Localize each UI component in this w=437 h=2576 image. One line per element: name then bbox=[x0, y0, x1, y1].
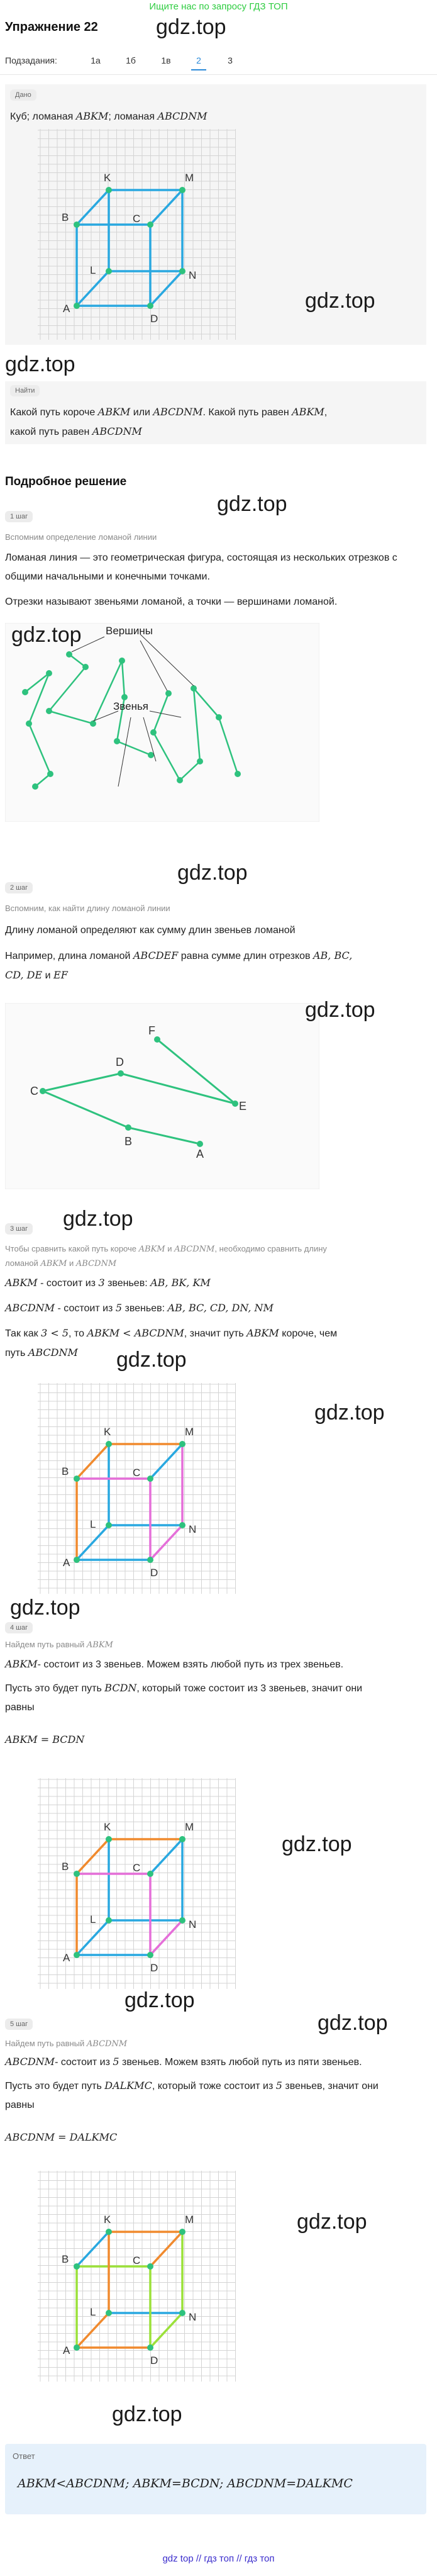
top-link[interactable]: Ищите нас по запросу ГДЗ ТОП bbox=[149, 1, 288, 12]
cube-vertex-m bbox=[179, 2229, 185, 2235]
cube-vertex-d bbox=[147, 303, 153, 309]
vertex-label-f: F bbox=[148, 1024, 155, 1037]
cube-edge-bk bbox=[77, 1444, 109, 1479]
watermark: gdz.top bbox=[112, 2402, 182, 2426]
cube-edge-al bbox=[77, 271, 109, 306]
watermark: gdz.top bbox=[318, 2011, 388, 2035]
cube-vertex-a bbox=[74, 1557, 80, 1563]
page-title: Упражнение 22 bbox=[5, 20, 98, 34]
label-vertices: Вершины bbox=[106, 625, 153, 637]
cube-label-k: K bbox=[104, 172, 111, 184]
divider bbox=[0, 74, 437, 75]
cube-vertex-l bbox=[106, 1522, 112, 1528]
vertex-label-e: E bbox=[239, 1100, 247, 1112]
cube-edge-al bbox=[77, 1920, 109, 1955]
cube-edge-al bbox=[77, 1525, 109, 1560]
step1-hint: Вспомним определение ломаной линии bbox=[5, 532, 157, 542]
tab-1b[interactable]: 1б bbox=[126, 55, 136, 65]
cube-vertex-c bbox=[147, 1476, 153, 1482]
step5-hint: Найдем путь равный ABCDNM bbox=[5, 2039, 128, 2049]
cube-label-d: D bbox=[150, 313, 158, 325]
polyline-definition-figure bbox=[5, 623, 319, 822]
watermark: gdz.top bbox=[5, 352, 75, 376]
vertex-label-d: D bbox=[116, 1056, 124, 1068]
footer-links[interactable]: gdz top // гдз топ // гдз топ bbox=[162, 2553, 275, 2564]
step4-line2: Пусть это будет путь BCDN, который тоже состоит из 3 звеньев, значит они равны bbox=[5, 1682, 363, 1713]
subtasks-label: Подзадания: bbox=[5, 55, 57, 65]
watermark: gdz.top bbox=[217, 492, 287, 516]
cube-label-b: B bbox=[62, 1861, 69, 1873]
vertex-label-a: A bbox=[196, 1148, 204, 1160]
step4-hint: Найдем путь равный ABKM bbox=[5, 1640, 113, 1650]
cube-vertex-c bbox=[147, 221, 153, 228]
cube-label-m: M bbox=[185, 1426, 194, 1438]
cube-vertex-d bbox=[147, 2344, 153, 2351]
answer-text: ABKM<ABCDNM; ABKM=BCDN; ABCDNM=DALKMC bbox=[18, 2477, 353, 2490]
cube-edge-al bbox=[77, 2313, 109, 2348]
vertex-label-b: B bbox=[124, 1135, 133, 1148]
cube-vertex-n bbox=[179, 1522, 185, 1528]
cube-label-l: L bbox=[90, 1518, 96, 1530]
cube-figure-step4 bbox=[38, 1778, 236, 1989]
cube-label-n: N bbox=[189, 2311, 197, 2323]
step3-badge: 3 шаг bbox=[5, 1223, 33, 1235]
watermark: gdz.top bbox=[116, 1348, 187, 1372]
step5-equation: ABCDNM = DALKMC bbox=[5, 2131, 118, 2143]
tab-2[interactable]: 2 bbox=[191, 55, 206, 70]
cube-vertex-k bbox=[106, 1441, 112, 1447]
watermark: gdz.top bbox=[314, 1401, 385, 1425]
cube-label-b: B bbox=[62, 211, 69, 223]
cube-label-a: A bbox=[63, 1557, 70, 1569]
watermark: gdz.top bbox=[156, 15, 226, 39]
cube-vertex-n bbox=[179, 2310, 185, 2316]
cube-label-m: M bbox=[185, 172, 194, 184]
step2-p2: Например, длина ломаной ABCDEF равна сумме длин отрезков AB, BC, CD, DE и EF bbox=[5, 949, 353, 981]
step2-p1: Длину ломаной определяют как сумму длин звеньев ломаной bbox=[5, 925, 296, 936]
cube-label-n: N bbox=[189, 1523, 197, 1535]
vertex-label-c: C bbox=[30, 1085, 38, 1097]
step3-hint: Чтобы сравнить какой путь короче ABKM и ABCDNM, необходимо сравнить длину ломаной ABKM и ABCDNM bbox=[5, 1244, 327, 1268]
cube-vertex-l bbox=[106, 2310, 112, 2316]
cube-edge-dn bbox=[150, 2313, 182, 2348]
cube-vertex-m bbox=[179, 187, 185, 193]
cube-edge-cm bbox=[150, 190, 182, 225]
step5-line2: Пусть это будет путь DALKMC, который тоже состоит из 5 звеньев, значит они равны bbox=[5, 2080, 379, 2110]
cube-label-l: L bbox=[90, 264, 96, 276]
cube-label-k: K bbox=[104, 1821, 111, 1833]
cube-edge-cm bbox=[150, 1444, 182, 1479]
cube-edges bbox=[77, 1839, 182, 1955]
watermark: gdz.top bbox=[63, 1207, 133, 1231]
watermark: gdz.top bbox=[177, 861, 248, 885]
cube-label-n: N bbox=[189, 269, 197, 281]
watermark: gdz.top bbox=[11, 623, 82, 647]
watermark: gdz.top bbox=[305, 998, 375, 1022]
cube-label-c: C bbox=[133, 2254, 141, 2266]
polyline-abcdef-figure bbox=[5, 1003, 319, 1189]
cube-vertex-l bbox=[106, 268, 112, 274]
cube-label-b: B bbox=[62, 2253, 69, 2265]
cube-vertex-a bbox=[74, 2344, 80, 2351]
cube-label-d: D bbox=[150, 1962, 158, 1974]
cube-edge-cm bbox=[150, 1839, 182, 1874]
cube-figure-step5 bbox=[38, 2171, 236, 2382]
cube-vertex-l bbox=[106, 1917, 112, 1924]
find-text: Какой путь короче ABKM или ABCDNM. Какой путь равен ABKM, какой путь равен ABCDNM bbox=[10, 406, 328, 437]
step3-line1: ABKM - состоит из 3 звеньев: AB, BK, KM bbox=[5, 1277, 211, 1289]
step5-line1: ABCDNM- состоит из 5 звеньев. Можем взять любой путь из пяти звеньев. bbox=[5, 2056, 362, 2068]
cube-label-c: C bbox=[133, 1467, 141, 1479]
step4-line1: ABKM- состоит из 3 звеньев. Можем взять любой путь из трех звеньев. bbox=[5, 1658, 344, 1670]
step3-line2: ABCDNM - состоит из 5 звеньев: AB, BC, CD, DN, NM bbox=[5, 1302, 274, 1314]
cube-label-k: K bbox=[104, 1426, 111, 1438]
watermark: gdz.top bbox=[282, 1832, 352, 1856]
cube-vertex-b bbox=[74, 1476, 80, 1482]
cube-edge-dn bbox=[150, 271, 182, 306]
cube-vertex-b bbox=[74, 1871, 80, 1877]
cube-vertex-n bbox=[179, 268, 185, 274]
cube-vertex-c bbox=[147, 1871, 153, 1877]
cube-edge-dn bbox=[150, 1920, 182, 1955]
step2-badge: 2 шаг bbox=[5, 882, 33, 893]
cube-figure-given bbox=[38, 129, 236, 340]
cube-label-a: A bbox=[63, 1952, 70, 1964]
step4-badge: 4 шаг bbox=[5, 1622, 33, 1633]
cube-vertex-b bbox=[74, 221, 80, 228]
cube-edge-dn bbox=[150, 1525, 182, 1560]
cube-vertex-k bbox=[106, 2229, 112, 2235]
cube-label-d: D bbox=[150, 2355, 158, 2366]
step2-hint: Вспомним, как найти длину ломаной линии bbox=[5, 904, 170, 913]
cube-figure-step3 bbox=[38, 1383, 236, 1594]
cube-label-m: M bbox=[185, 2214, 194, 2226]
cube-vertex-c bbox=[147, 2263, 153, 2270]
figure-frame bbox=[5, 623, 319, 822]
step1-badge: 1 шаг bbox=[5, 511, 33, 522]
cube-vertex-d bbox=[147, 1557, 153, 1563]
cube-vertex-m bbox=[179, 1441, 185, 1447]
solution-title: Подробное решение bbox=[5, 475, 127, 488]
cube-vertex-a bbox=[74, 303, 80, 309]
given-badge: Дано bbox=[10, 89, 36, 101]
cube-label-c: C bbox=[133, 1862, 141, 1874]
tab-1a[interactable]: 1а bbox=[91, 55, 101, 65]
cube-label-l: L bbox=[90, 2306, 96, 2318]
tab-3[interactable]: 3 bbox=[228, 55, 233, 65]
cube-label-a: A bbox=[63, 2344, 70, 2356]
find-card bbox=[5, 381, 426, 444]
cube-vertex-n bbox=[179, 1917, 185, 1924]
cube-edge-cm bbox=[150, 2232, 182, 2266]
find-badge: Найти bbox=[10, 385, 40, 396]
step1-p2: Отрезки называют звеньями ломаной, а точки — вершинами ломаной. bbox=[5, 596, 338, 607]
watermark: gdz.top bbox=[297, 2210, 367, 2234]
answer-badge: Ответ bbox=[13, 2451, 35, 2461]
cube-label-a: A bbox=[63, 303, 70, 315]
step1-p1: Ломаная линия — это геометрическая фигура, состоящая из нескольких отрезков с общими начальными и конечными точками. bbox=[5, 552, 397, 582]
cube-label-b: B bbox=[62, 1465, 69, 1477]
cube-label-d: D bbox=[150, 1567, 158, 1579]
cube-vertex-b bbox=[74, 2263, 80, 2270]
cube-edges bbox=[77, 190, 182, 306]
answer-card bbox=[5, 2444, 426, 2514]
cube-edges bbox=[77, 2232, 182, 2348]
step3-line3: Так как 3 < 5, то ABKM < ABCDNM, значит путь ABKM короче, чем путь ABCDNM bbox=[5, 1327, 338, 1358]
cube-label-n: N bbox=[189, 1918, 197, 1930]
cube-vertex-k bbox=[106, 187, 112, 193]
cube-label-m: M bbox=[185, 1821, 194, 1833]
watermark: gdz.top bbox=[10, 1596, 80, 1620]
label-links: Звенья bbox=[113, 700, 149, 712]
cube-vertex-a bbox=[74, 1952, 80, 1958]
cube-edge-bk bbox=[77, 190, 109, 225]
cube-vertex-k bbox=[106, 1836, 112, 1842]
given-text: Куб; ломаная ABKM; ломаная ABCDNM bbox=[10, 110, 207, 122]
cube-vertex-m bbox=[179, 1836, 185, 1842]
watermark: gdz.top bbox=[124, 1988, 195, 2012]
cube-edges bbox=[77, 1444, 182, 1560]
cube-vertex-d bbox=[147, 1952, 153, 1958]
cube-edge-bk bbox=[77, 1839, 109, 1874]
watermark: gdz.top bbox=[305, 289, 375, 313]
cube-edge-bk bbox=[77, 2232, 109, 2266]
cube-label-l: L bbox=[90, 1913, 96, 1925]
step5-badge: 5 шаг bbox=[5, 2019, 33, 2030]
cube-label-c: C bbox=[133, 213, 141, 225]
cube-label-k: K bbox=[104, 2214, 111, 2226]
step4-equation: ABKM = BCDN bbox=[5, 1733, 85, 1745]
tab-1v[interactable]: 1в bbox=[161, 55, 171, 65]
